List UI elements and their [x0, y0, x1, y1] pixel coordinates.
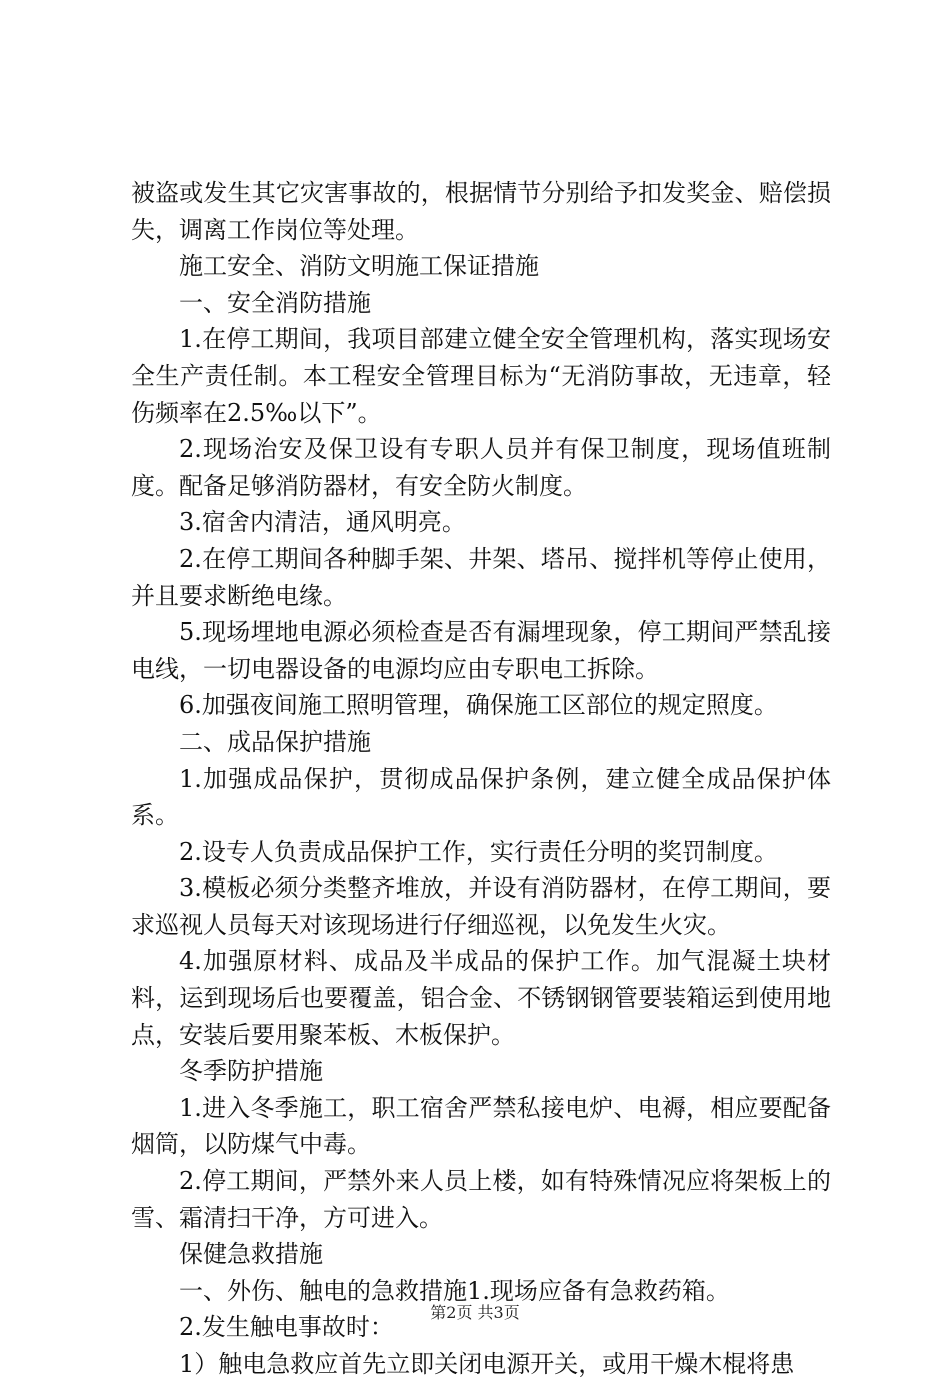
- body-paragraph: 6.加强夜间施工照明管理，确保施工区部位的规定照度。: [179, 691, 778, 720]
- page-number-label: 第2页 共3页: [430, 1303, 520, 1322]
- body-paragraph: 2.发生触电事故时：: [179, 1313, 394, 1342]
- body-paragraph: 2.设专人负责成品保护工作，实行责任分明的奖罚制度。: [179, 837, 778, 866]
- body-paragraph: 3.宿舍内清洁，通风明亮。: [179, 508, 466, 537]
- body-paragraph: 5.现场埋地电源必须检查是否有漏埋现象，停工期间严禁乱接电线，一切电器设备的电源均应由专职电工拆除。: [131, 618, 831, 683]
- document-body: [131, 175, 831, 1383]
- body-paragraph: 3.模板必须分类整齐堆放，并设有消防器材，在停工期间，要求巡视人员每天对该现场进行仔细巡视，以免发生火灾。: [131, 874, 831, 939]
- body-paragraph: 4.加强原材料、成品及半成品的保护工作。加气混凝土块材料，运到现场后也要覆盖，铝合金、不锈钢钢管要装箱运到使用地点，安装后要用聚苯板、木板保护。: [131, 947, 831, 1049]
- body-paragraph: 1）触电急救应首先立即关闭电源开关，或用干燥木棍将患: [179, 1350, 795, 1378]
- section-heading: 一、安全消防措施: [179, 288, 371, 317]
- section-heading: 二、成品保护措施: [179, 727, 371, 756]
- body-paragraph: 1.进入冬季施工，职工宿舍严禁私接电炉、电褥，相应要配备烟筒，以防煤气中毒。: [131, 1093, 831, 1159]
- body-paragraph: 被盗或发生其它灾害事故的，根据情节分别给予扣发奖金、赔偿损失，调离工作岗位等处理。: [131, 179, 831, 244]
- body-paragraph: 1.加强成品保护，贯彻成品保护条例，建立健全成品保护体系。: [131, 764, 831, 830]
- body-paragraph: 2.在停工期间各种脚手架、井架、塔吊、搅拌机等停止使用，并且要求断绝电缘。: [131, 544, 831, 610]
- body-paragraph: 2.停工期间，严禁外来人员上楼，如有特殊情况应将架板上的雪、霜清扫干净，方可进入。: [131, 1167, 831, 1232]
- section-heading: 施工安全、消防文明施工保证措施: [179, 252, 539, 281]
- section-heading: 冬季防护措施: [179, 1057, 323, 1086]
- body-paragraph: 1.在停工期间，我项目部建立健全安全管理机构，落实现场安全生产责任制。本工程安全管理目标为“无消防事故，无违章，轻伤频率在2.5‰以下”。: [131, 325, 831, 427]
- section-heading: 保健急救措施: [179, 1240, 323, 1269]
- body-paragraph: 一、外伤、触电的急救措施1.现场应备有急救药箱。: [179, 1276, 730, 1305]
- page-footer: [0, 1300, 950, 1323]
- body-paragraph: 2.现场治安及保卫设有专职人员并有保卫制度，现场值班制度。配备足够消防器材，有安全防火制度。: [131, 435, 831, 500]
